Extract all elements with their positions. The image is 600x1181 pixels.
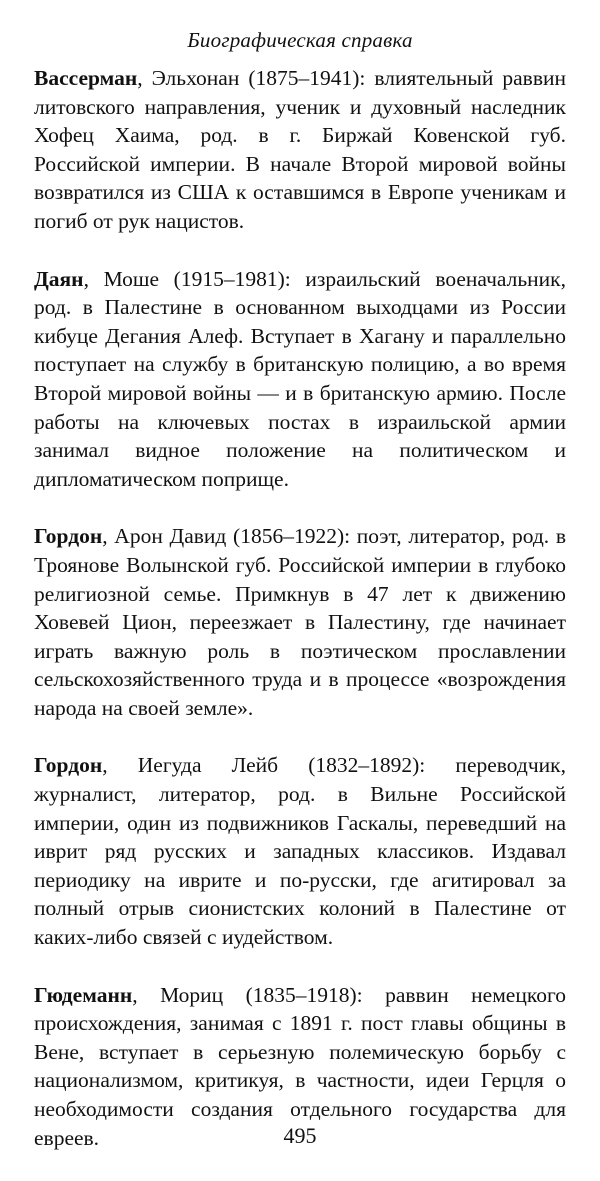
entry-surname: Вассерман [34, 66, 138, 90]
entry-dayan [34, 265, 566, 494]
entry-surname: Гюдеманн [34, 982, 133, 1007]
entry-gordon-aron-david [34, 522, 566, 722]
entry-gordon-iehuda-leib [34, 751, 566, 951]
entry-text: , Моше (1915–1981): израильский военачальник, род. в Палестине в основанном выходцами из России кибуце Дегания Алеф. Вступает в Хагану и параллельно поступает на службу в британскую полицию, а во время Второй мировой войны — и в британскую армию. После работы на ключевых постах в израильской армии занимал видное положение на политическом и дипломатическом поприще. [34, 266, 566, 491]
entry-surname: Гордон [34, 524, 103, 549]
page-number: 495 [283, 1123, 317, 1148]
entry-text: , Арон Давид (1856–1922): поэт, литератор, род. в Троянове Волынской губ. Российской империи в глубоко религиозной семье. Примкнув в 47 лет к движению Ховевей Цион, переезжает в Палестину, где начинает играть важную роль в поэтическом прославлении сельскохозяйственного труда и в процессе «возрождения народа на своей земле». [34, 524, 566, 720]
running-header: Биографическая справка [187, 28, 413, 52]
entry-surname: Даян [34, 266, 84, 291]
entry-text: , Мориц (1835–1918): раввин немецкого происхождения, занимая с 1891 г. пост главы общины в Вене, вступает в серьезную полемическую борьбу с национализмом, критикуя, в частности, идеи Герцля о необходимости создания отдельного государства для евреев. [34, 982, 566, 1150]
entry-surname: Гордон [34, 753, 103, 778]
entry-wasserman [34, 64, 566, 236]
entry-text: , Эльхонан (1875–1941): влиятельный раввин литовского направления, ученик и духовный наследник Хофец Хаима, род. в г. Биржай Ковенской губ. Российской империи. В начале Второй мировой войны возвратился из США к оставшимся в Европе ученикам и погиб от рук нацистов. [34, 66, 566, 233]
entry-text: , Иегуда Лейб (1832–1892): переводчик, журналист, литератор, род. в Вильне Российской империи, один из подвижников Гаскалы, переведший на иврит ряд русских и западных классиков. Издавал периодику на иврите и по-русски, где агитировал за полный отрыв сионистских колоний в Палестине от каких-либо связей с иудейством. [34, 753, 566, 950]
entry-list [34, 64, 566, 1181]
